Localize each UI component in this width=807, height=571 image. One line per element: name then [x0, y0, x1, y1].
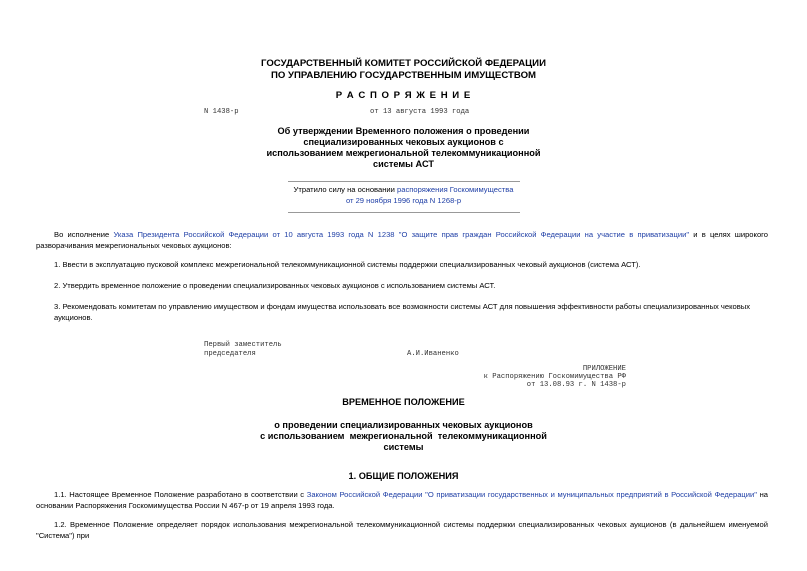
appendix-line2: к Распоряжению Госкомимущества РФ — [483, 373, 626, 381]
title-line3: использованием межрегиональной телекоммуникационной — [266, 148, 541, 158]
clause-1-2: 1.2. Временное Положение определяет порядок использования межрегиональной телекоммуникационной системы поддержки специализированных чековых аукционов (в дальнейшем именуемой "Система") при — [36, 520, 768, 540]
status-line2 — [0, 196, 807, 205]
repeal-order-link[interactable]: распоряжения Госкомимущества — [397, 185, 514, 194]
status-line1 — [0, 185, 807, 194]
intro-prefix: Во исполнение — [54, 230, 114, 239]
appendix-line1: ПРИЛОЖЕНИЕ — [582, 365, 626, 373]
clause-1-1-suffix: на основании Распоряжения Госкомимущества России N 467-р от 19 апреля 1993 года. — [36, 490, 768, 510]
appendix-line3: от 13.08.93 г. N 1438-р — [526, 381, 626, 389]
list-item: 2. Утвердить временное положение о проведении специализированных чековых аукционов с использованием системы АСТ. — [54, 281, 496, 290]
clause-1-1-prefix: 1.1. Настоящее Временное Положение разработано в соответствии с — [54, 490, 307, 499]
list-item: 1. Ввести в эксплуатацию пусковой комплекс межрегиональной телекоммуникационной системы поддержки специализированных чековый аукционов (система АСТ). — [54, 260, 641, 269]
document-date: от 13 августа 1993 года — [370, 108, 470, 116]
regulation-subtitle-1: о проведении специализированных чековых аукционов — [274, 420, 533, 430]
title-line4: системы АСТ — [373, 159, 434, 169]
status-top-rule — [288, 181, 520, 182]
regulation-title: ВРЕМЕННОЕ ПОЛОЖЕНИЕ — [342, 397, 465, 407]
status-prefix: Утратило силу на основании — [293, 185, 397, 194]
repeal-order-date-link[interactable]: от 29 ноября 1996 года N 1268-р — [345, 196, 462, 205]
document-number: N 1438-р — [204, 108, 239, 116]
section-heading: 1. ОБЩИЕ ПОЛОЖЕНИЯ — [348, 471, 459, 481]
title-line1: Об утверждении Временного положения о проведении — [277, 126, 530, 136]
title-line2: специализированных чековых аукционов с — [303, 137, 504, 147]
agency-name-line1: ГОСУДАРСТВЕННЫЙ КОМИТЕТ РОССИЙСКОЙ ФЕДЕРАЦИИ — [261, 58, 546, 69]
intro-suffix: и в целях широкого разворачивания межрегиональных чековых аукционов: — [36, 230, 768, 250]
status-bottom-rule — [288, 212, 520, 213]
agency-name-line2: ПО УПРАВЛЕНИЮ ГОСУДАРСТВЕННЫМ ИМУЩЕСТВОМ — [270, 70, 537, 81]
presidential-decree-link[interactable]: Указа Президента Российской Федерации от 10 августа 1993 года N 1238 "О защите прав граждан Российской Федерации на участие в приватизации" — [113, 230, 690, 239]
regulation-subtitle-3: системы — [383, 442, 424, 452]
document-type: Р А С П О Р Я Ж Е Н И Е — [335, 90, 472, 101]
intro-paragraph — [36, 229, 768, 251]
signature-position-2: председателя — [204, 350, 256, 358]
signature-name: А.И.Иваненко — [407, 350, 459, 358]
regulation-subtitle-2: с использованием межрегиональной телекоммуникационной — [260, 431, 547, 441]
privatization-law-link[interactable]: Законом Российской Федерации "О приватизации государственных и муниципальных предприятий в Российской Федерации" — [306, 490, 757, 499]
list-item: 3. Рекомендовать комитетам по управлению имуществом и фондам имущества использовать все возможности системы АСТ для повышения эффективности работы специализированных чековых аукционов. — [54, 302, 751, 322]
clause-1-1 — [36, 489, 768, 511]
signature-position-1: Первый заместитель — [204, 341, 282, 349]
